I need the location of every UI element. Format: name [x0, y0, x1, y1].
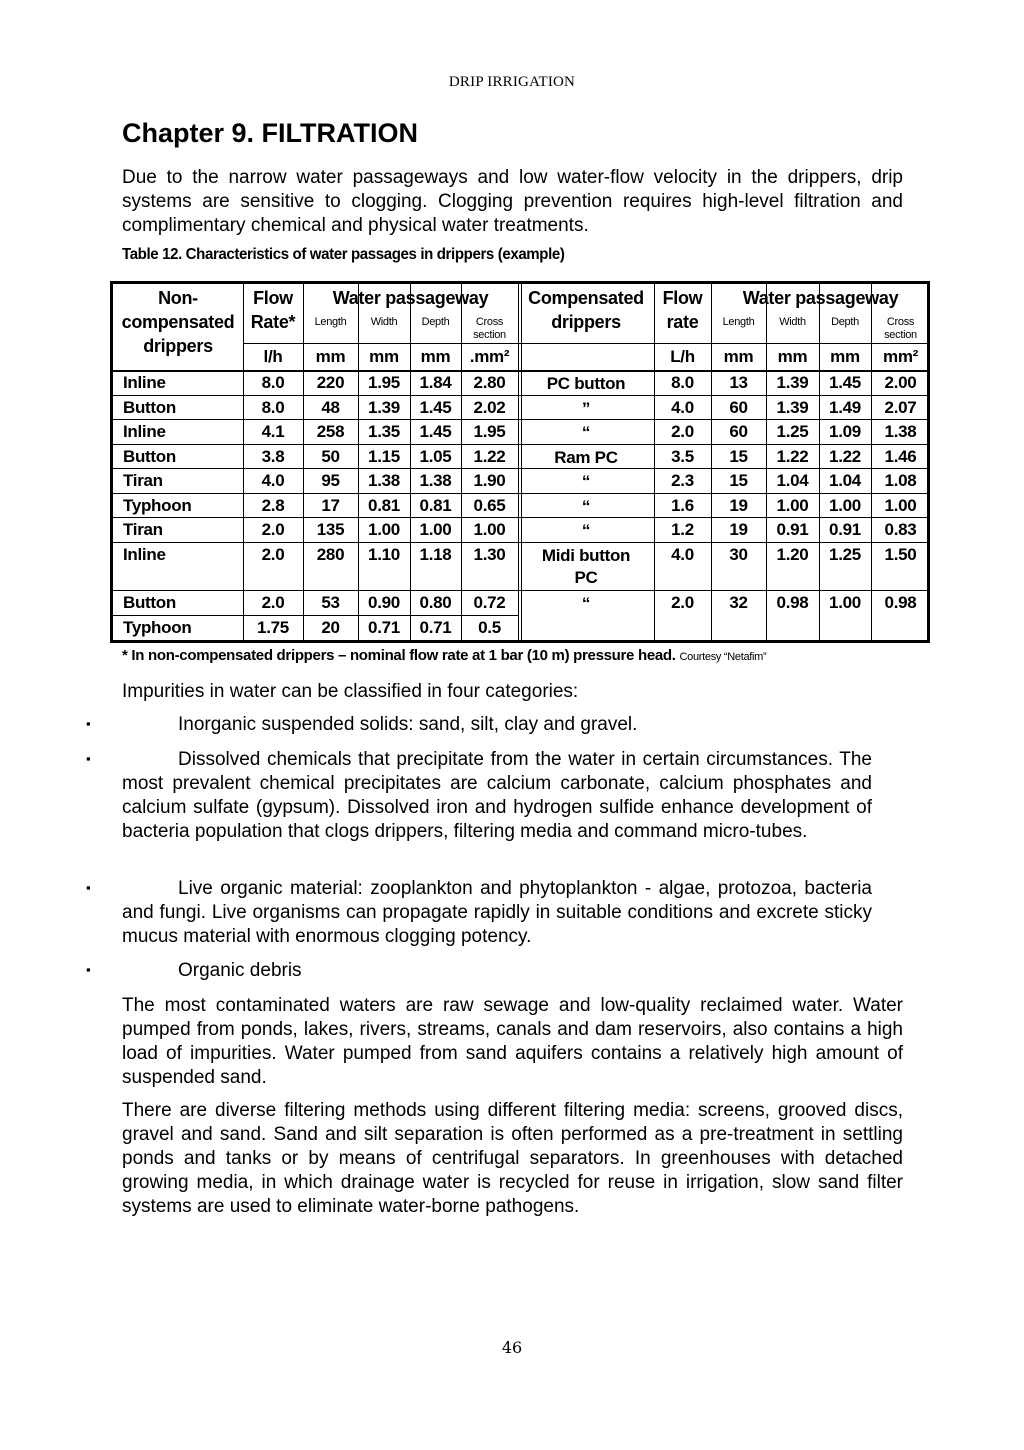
- table-cell: Tiran: [123, 471, 163, 490]
- table-cell: 1.00: [829, 593, 861, 612]
- page-number: 46: [501, 1338, 523, 1357]
- table-cell: 1.22: [829, 447, 861, 466]
- table-cell: PC button: [546, 374, 626, 393]
- header-cell: Depth: [831, 316, 859, 328]
- table-cell: 0.91: [829, 520, 861, 539]
- table-cell: 1.50: [884, 545, 917, 564]
- table-cell: 1.30: [473, 545, 506, 564]
- table-cell: 1.15: [368, 447, 400, 466]
- header-cell: Cross section: [884, 316, 917, 341]
- header-cell: Compensated drippers: [528, 288, 644, 332]
- header-cell: Cross section: [473, 316, 506, 341]
- table-cell: 0.65: [473, 496, 506, 515]
- table-cell: 2.0: [261, 520, 285, 539]
- header-cell: L/h: [670, 347, 695, 366]
- table-cell: 2.0: [671, 422, 694, 441]
- header-cell: Water passageway: [332, 288, 489, 308]
- table-cell: 1.00: [368, 520, 400, 539]
- table-cell: 1.38: [368, 471, 400, 490]
- table-cell: 1.2: [671, 520, 694, 539]
- table-cell: 2.0: [671, 593, 694, 612]
- header-cell: mm: [830, 347, 860, 366]
- table-cell: 4.0: [671, 398, 694, 417]
- table-footnote: [122, 647, 766, 664]
- table-cell: 4.0: [671, 545, 694, 564]
- table-cell: 8.0: [261, 373, 285, 392]
- table-cell: Inline: [123, 373, 166, 392]
- bullet-icon: ▪: [86, 751, 91, 766]
- table-cell: 135: [316, 520, 345, 539]
- table-cell: 3.8: [261, 447, 285, 466]
- table-cell: 1.04: [829, 471, 861, 490]
- header-cell: Width: [779, 316, 806, 328]
- table-cell: Typhoon: [123, 496, 192, 515]
- table-cell: 0.71: [368, 618, 400, 637]
- table-cell: 1.35: [368, 422, 400, 441]
- header-cell: Depth: [421, 316, 450, 328]
- table-cell: 1.08: [884, 471, 917, 490]
- table-cell: 1.25: [776, 422, 809, 441]
- table-cell: 1.38: [884, 422, 917, 441]
- table-cell: 20: [321, 618, 340, 637]
- table-cell: 13: [729, 373, 748, 392]
- table-cell: 1.18: [419, 545, 452, 564]
- header-cell: .mm²: [469, 347, 510, 366]
- table-cell: 1.09: [829, 422, 861, 441]
- table-cell: 0.71: [419, 618, 452, 637]
- impurities-intro: Impurities in water can be classified in four categories:: [122, 681, 579, 702]
- table-cell: 1.38: [419, 471, 452, 490]
- header-cell: mm²: [883, 347, 918, 366]
- paragraph-filtering-methods: There are diverse filtering methods using different filtering media: screens, grooved discs, gravel and sand. Sand and silt separation is often performed as a pre-treatment in settling ponds and tanks or by means of centrifugal separators. In greenhouses with detached growing media, in which drainage water is recycled for reuse in irrigation, slow sand filter systems are used to eliminate water-borne pathogens.: [122, 1100, 903, 1217]
- table-cell: 1.04: [776, 471, 809, 490]
- table-cell: 17: [321, 496, 340, 515]
- chapter-title: Chapter 9. FILTRATION: [122, 118, 418, 148]
- table-cell: 8.0: [671, 373, 694, 392]
- header-cell: Non-compensated drippers: [121, 288, 235, 356]
- table-cell: 1.84: [419, 373, 452, 392]
- bullet-item: Live organic material: zooplankton and phytoplankton - algae, protozoa, bacteria and fungi. Live organisms can propagate rapidly in suitable conditions and excrete sticky mucus material with enormous clogging potency.: [122, 878, 872, 947]
- table-cell: “: [581, 423, 591, 442]
- table-cell: 1.00: [473, 520, 506, 539]
- table-cell: 1.39: [776, 398, 809, 417]
- table-cell: “: [581, 497, 591, 516]
- bullet-icon: ▪: [86, 962, 91, 977]
- table-cell: 2.0: [261, 593, 285, 612]
- table-cell: 0.98: [884, 593, 917, 612]
- table-cell: 1.00: [884, 496, 917, 515]
- header-cell: Flow rate: [662, 288, 703, 332]
- table-cell: 30: [729, 545, 748, 564]
- bullet-icon: ▪: [86, 716, 91, 731]
- header-cell: mm: [369, 347, 399, 366]
- table-cell: 15: [729, 471, 748, 490]
- header-cell: l/h: [263, 347, 283, 366]
- bullet-item: Organic debris: [178, 960, 302, 981]
- table-cell: 1.49: [829, 398, 861, 417]
- table-cell: Inline: [123, 545, 166, 564]
- table-cell: 0.5: [478, 618, 501, 637]
- table-cell: 19: [729, 496, 748, 515]
- table-cell: 1.22: [776, 447, 809, 466]
- table-cell: 19: [729, 520, 748, 539]
- header-cell: mm: [315, 347, 346, 366]
- table-cell: 1.00: [419, 520, 452, 539]
- table-cell: 2.07: [884, 398, 917, 417]
- table-cell: Button: [123, 593, 176, 612]
- table-cell: 1.45: [419, 398, 452, 417]
- header-cell: mm: [420, 347, 451, 366]
- table-cell: 280: [316, 545, 345, 564]
- header-cell: mm: [723, 347, 754, 366]
- table-cell: 50: [321, 447, 340, 466]
- table-cell: 60: [729, 422, 748, 441]
- table-caption: Table 12. Characteristics of water passages in drippers (example): [122, 246, 565, 263]
- table-cell: “: [581, 521, 591, 540]
- table-cell: ”: [581, 399, 591, 418]
- footnote-text: * In non-compensated drippers – nominal flow rate at 1 bar (10 m) pressure head.: [122, 647, 676, 664]
- table-cell: 15: [729, 447, 748, 466]
- table-cell: 1.75: [257, 618, 289, 637]
- table-cell: 4.1: [261, 422, 285, 441]
- courtesy-text: Courtesy “Netafim”: [679, 651, 767, 663]
- table-cell: 1.00: [776, 496, 809, 515]
- table-cell: 0.83: [884, 520, 917, 539]
- intro-paragraph: Due to the narrow water passageways and low water-flow velocity in the drippers, drip systems are sensitive to clogging. Clogging prevention requires high-level filtration and complimentary chemical and physical water treatments.: [122, 167, 903, 236]
- table-cell: 1.22: [473, 447, 506, 466]
- table-cell: 1.90: [473, 471, 506, 490]
- table-cell: 1.00: [829, 496, 861, 515]
- bullet-item: Inorganic suspended solids: sand, silt, clay and gravel.: [178, 714, 638, 735]
- table-cell: 0.72: [473, 593, 506, 612]
- table-cell: 1.46: [884, 447, 917, 466]
- bullet-icon: ▪: [86, 880, 91, 895]
- table-cell: 95: [321, 471, 340, 490]
- table-cell: 1.05: [419, 447, 452, 466]
- table-cell: 1.39: [368, 398, 400, 417]
- table-cell: 2.00: [884, 373, 917, 392]
- bullet-item: Dissolved chemicals that precipitate from the water in certain circumstances. The most prevalent chemical precipitates are calcium carbonate, calcium phosphates and calcium sulfate (gypsum). Dissolved iron and hydrogen sulfide enhance development of bacteria population that clogs drippers, filtering media and command micro-tubes.: [122, 749, 872, 842]
- table-cell: 1.95: [368, 373, 400, 392]
- table-cell: 1.20: [776, 545, 809, 564]
- table-cell: 1.45: [829, 373, 861, 392]
- table-cell: 4.0: [261, 471, 285, 490]
- table-cell: 1.45: [419, 422, 452, 441]
- table-cell: Ram PC: [554, 448, 618, 467]
- header-cell: Water passageway: [742, 288, 899, 308]
- table-cell: 220: [316, 373, 345, 392]
- table-cell: 32: [729, 593, 748, 612]
- table-cell: 1.39: [776, 373, 809, 392]
- table-cell: 53: [321, 593, 340, 612]
- table-cell: 60: [729, 398, 748, 417]
- table-cell: Typhoon: [123, 618, 192, 637]
- table-cell: 0.91: [776, 520, 809, 539]
- header-cell: Width: [370, 316, 398, 328]
- header-cell: Flow Rate*: [250, 288, 296, 332]
- table-cell: 2.3: [671, 471, 694, 490]
- table-cell: Button: [123, 398, 176, 417]
- paragraph-contaminated-waters: The most contaminated waters are raw sewage and low-quality reclaimed water. Water pumped from ponds, lakes, rivers, streams, canals and dam reservoirs, also contains a high load of impurities. Water pumped from sand aquifers contains a relatively high amount of suspended sand.: [122, 995, 903, 1088]
- table-cell: 258: [316, 422, 345, 441]
- table-cell: 1.25: [829, 545, 861, 564]
- dripper-table: [110, 281, 930, 643]
- header-cell: mm: [777, 347, 808, 366]
- table-cell: “: [581, 472, 591, 491]
- table-cell: 0.81: [419, 496, 452, 515]
- table-cell: 2.02: [473, 398, 506, 417]
- table-cell: 0.90: [368, 593, 400, 612]
- table-cell: 1.10: [368, 545, 400, 564]
- table-cell: 48: [321, 398, 340, 417]
- header-cell: Length: [314, 316, 347, 328]
- table-cell: Tiran: [123, 520, 163, 539]
- running-header: DRIP IRRIGATION: [448, 74, 576, 90]
- table-cell: “: [581, 594, 591, 613]
- table-cell: 0.98: [776, 593, 809, 612]
- table-cell: 2.0: [261, 545, 285, 564]
- table-cell: 0.80: [419, 593, 452, 612]
- table-cell: Button: [123, 447, 176, 466]
- table-cell: 2.80: [473, 373, 506, 392]
- table-cell: 1.95: [473, 422, 506, 441]
- table-cell: Inline: [123, 422, 166, 441]
- table-cell: Midi button PC: [541, 546, 631, 587]
- table-cell: 1.6: [671, 496, 694, 515]
- table-cell: 3.5: [671, 447, 694, 466]
- table-cell: 8.0: [261, 398, 285, 417]
- header-cell: Length: [722, 316, 755, 328]
- table-cell: 0.81: [368, 496, 400, 515]
- table-cell: 2.8: [261, 496, 285, 515]
